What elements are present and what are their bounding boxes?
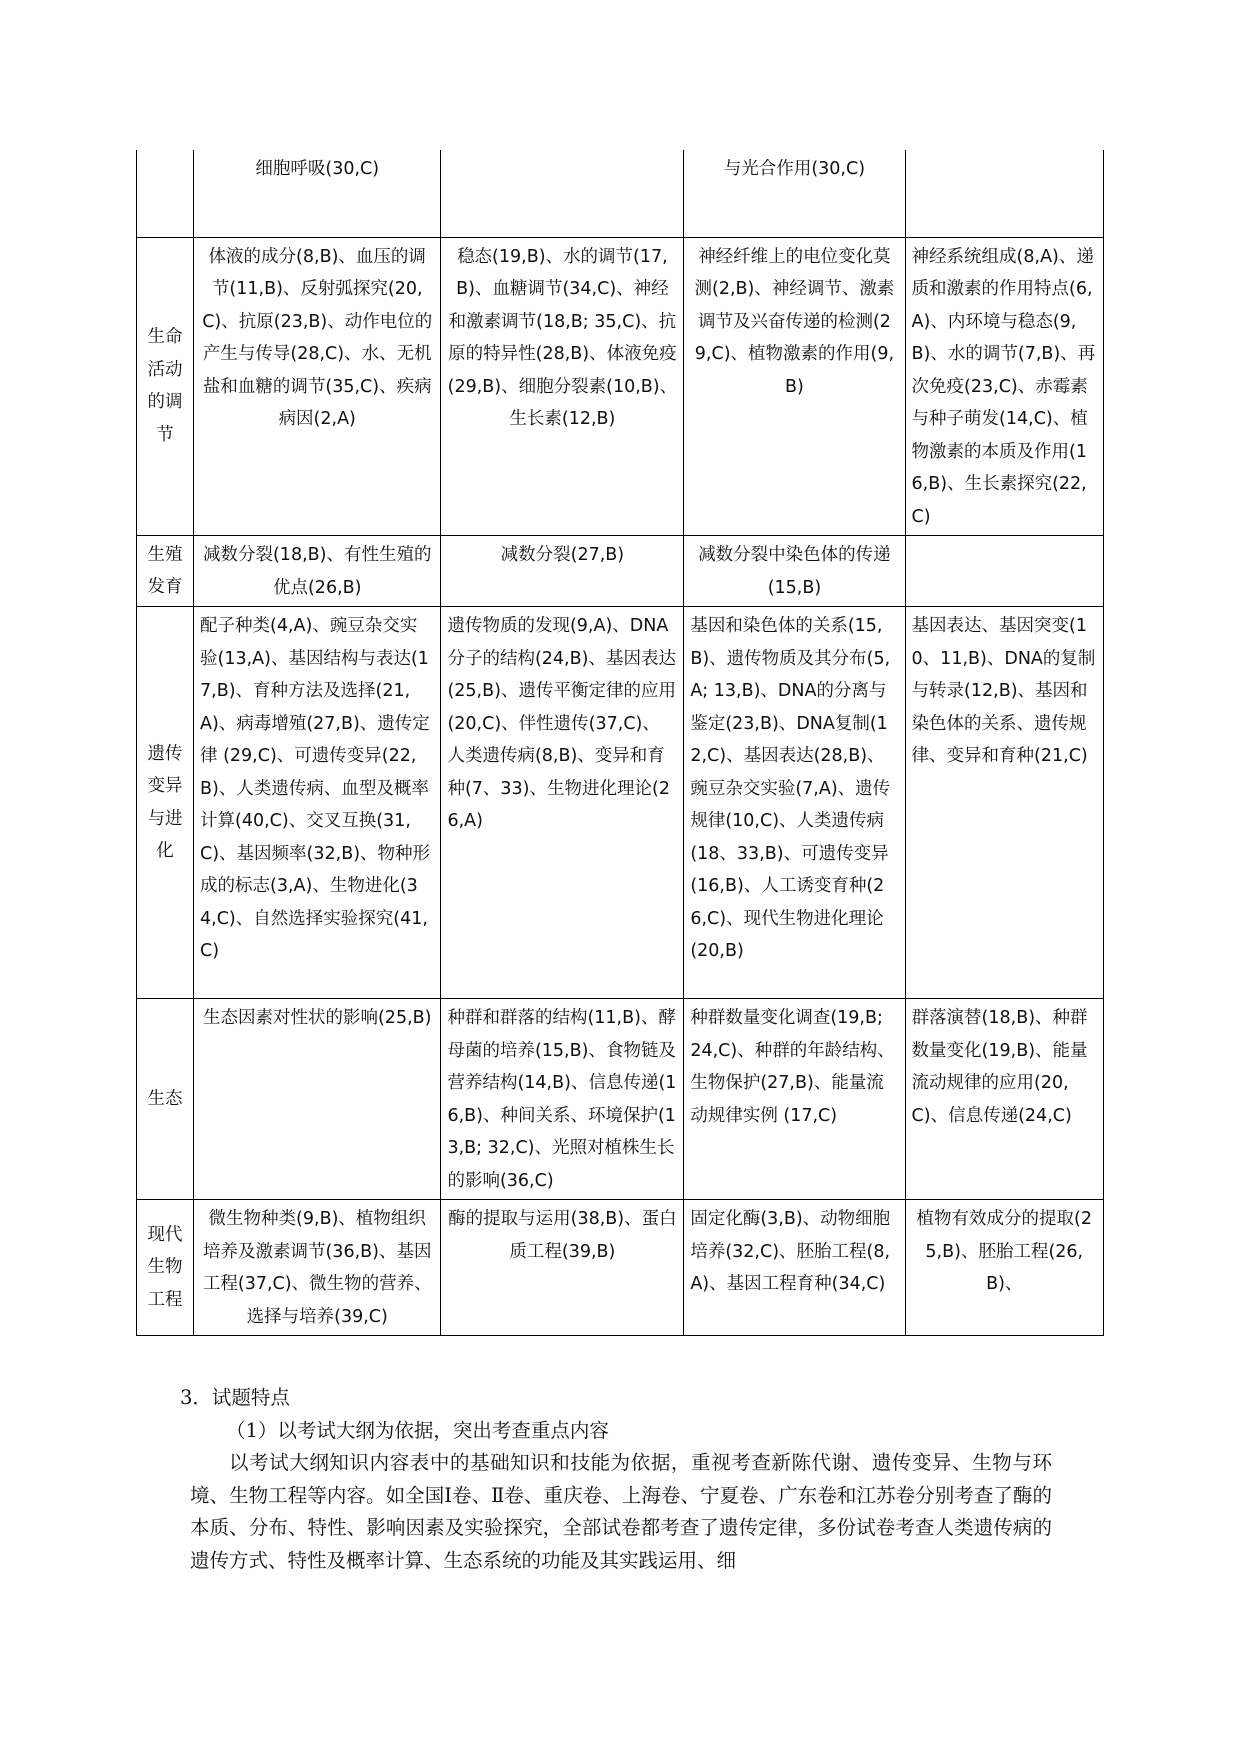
table-cell: 配子种类(4,A)、豌豆杂交实验(13,A)、基因结构与表达(17,B)、育种方法及选择(21,A)、病毒增殖(27,B)、遗传定律 (29,C)、可遗传变异(22,B)、人类遗传病、血型及概率计算(40,C)、交叉互换(31,C)、基因频率(32,B)、物种形成的标志(3,A)、生物进化(34,C)、自然选择实验探究(41,C) — [194, 607, 441, 999]
table-cell: 基因和染色体的关系(15,B)、遗传物质及其分布(5,A; 13,B)、DNA的分离与鉴定(23,B)、DNA复制(12,C)、基因表达(28,B)、豌豆杂交实验(7,A)、遗传规律(10,C)、人类遗传病(18、33,B)、可遗传变异(16,B)、人工诱变育种(26,C)、现代生物进化理论(20,B) — [684, 607, 905, 999]
table-cell: 神经系统组成(8,A)、递质和激素的作用特点(6,A)、内环境与稳态(9,B)、水的调节(7,B)、再次免疫(23,C)、赤霉素与种子萌发(14,C)、植物激素的本质及作用(16,B)、生长素探究(22,C) — [905, 237, 1103, 536]
table-cell — [905, 150, 1103, 237]
table-cell: 微生物种类(9,B)、植物组织培养及激素调节(36,B)、基因工程(37,C)、微生物的营养、选择与培养(39,C) — [194, 1200, 441, 1336]
section-header — [180, 1382, 1100, 1447]
table-cell: 体液的成分(8,B)、血压的调节(11,B)、反射弧探究(20,C)、抗原(23,B)、动作电位的产生与传导(28,C)、水、无机盐和血糖的调节(35,C)、疾病病因(2,A) — [194, 237, 441, 536]
table-cell: 群落演替(18,B)、种群数量变化(19,B)、能量流动规律的应用(20,C)、信息传递(24,C) — [905, 999, 1103, 1200]
topic-table — [136, 150, 1104, 1336]
row-category: 生命活动的调节 — [137, 237, 194, 536]
table-cell: 神经纤维上的电位变化莫测(2,B)、神经调节、激素调节及兴奋传递的检测(29,C)、植物激素的作用(9,B) — [684, 237, 905, 536]
section-body — [190, 1447, 1052, 1577]
body-paragraph: 以考试大纲知识内容表中的基础知识和技能为依据，重视考查新陈代谢、遗传变异、生物与环境、生物工程等内容。如全国Ⅰ卷、Ⅱ卷、重庆卷、上海卷、宁夏卷、广东卷和江苏卷分别考查了酶的本质、分布、特性、影响因素及实验探究，全部试卷都考查了遗传定律，多份试卷考查人类遗传病的遗传方式、特性及概率计算、生态系统的功能及其实践运用、细 — [190, 1451, 1052, 1572]
section-title: 3．试题特点 — [180, 1386, 290, 1409]
row-category: 生态 — [137, 999, 194, 1200]
table-cell: 稳态(19,B)、水的调节(17,B)、血糖调节(34,C)、神经和激素调节(18,B; 35,C)、抗原的特异性(28,B)、体液免疫(29,B)、细胞分裂素(10,B)、生长素(12,B) — [441, 237, 684, 536]
table-cell: 固定化酶(3,B)、动物细胞培养(32,C)、胚胎工程(8,A)、基因工程育种(34,C) — [684, 1200, 905, 1336]
row-category: 遗传变异与进化 — [137, 607, 194, 999]
row-category — [137, 150, 194, 237]
table-cell: 细胞呼吸(30,C) — [194, 150, 441, 237]
table-cell — [905, 536, 1103, 607]
table-cell — [441, 150, 684, 237]
table-row — [137, 237, 1104, 536]
table-cell: 减数分裂(18,B)、有性生殖的优点(26,B) — [194, 536, 441, 607]
table-cell: 与光合作用(30,C) — [684, 150, 905, 237]
section-subtitle: （1）以考试大纲为依据，突出考查重点内容 — [226, 1418, 609, 1442]
table-row — [137, 999, 1104, 1200]
table-cell: 遗传物质的发现(9,A)、DNA分子的结构(24,B)、基因表达(25,B)、遗传平衡定律的应用(20,C)、伴性遗传(37,C)、人类遗传病(8,B)、变异和育种(7、33)、生物进化理论(26,A) — [441, 607, 684, 999]
table-cell: 酶的提取与运用(38,B)、蛋白质工程(39,B) — [441, 1200, 684, 1336]
row-category: 现代生物工程 — [137, 1200, 194, 1336]
table-cell: 种群和群落的结构(11,B)、酵母菌的培养(15,B)、食物链及营养结构(14,B)、信息传递(16,B)、种间关系、环境保护(13,B; 32,C)、光照对植株生长的影响(36,C) — [441, 999, 684, 1200]
table-cell: 减数分裂中染色体的传递(15,B) — [684, 536, 905, 607]
table-row — [137, 536, 1104, 607]
table-cell: 植物有效成分的提取(25,B)、胚胎工程(26,B)、 — [905, 1200, 1103, 1336]
table-row — [137, 1200, 1104, 1336]
table-cell: 减数分裂(27,B) — [441, 536, 684, 607]
table-cell: 生态因素对性状的影响(25,B) — [194, 999, 441, 1200]
table-cell: 种群数量变化调查(19,B; 24,C)、种群的年龄结构、生物保护(27,B)、能量流动规律实例 (17,C) — [684, 999, 905, 1200]
table-row — [137, 607, 1104, 999]
table-cell: 基因表达、基因突变(10、11,B)、DNA的复制与转录(12,B)、基因和染色体的关系、遗传规律、变异和育种(21,C) — [905, 607, 1103, 999]
table-row — [137, 150, 1104, 237]
row-category: 生殖发育 — [137, 536, 194, 607]
